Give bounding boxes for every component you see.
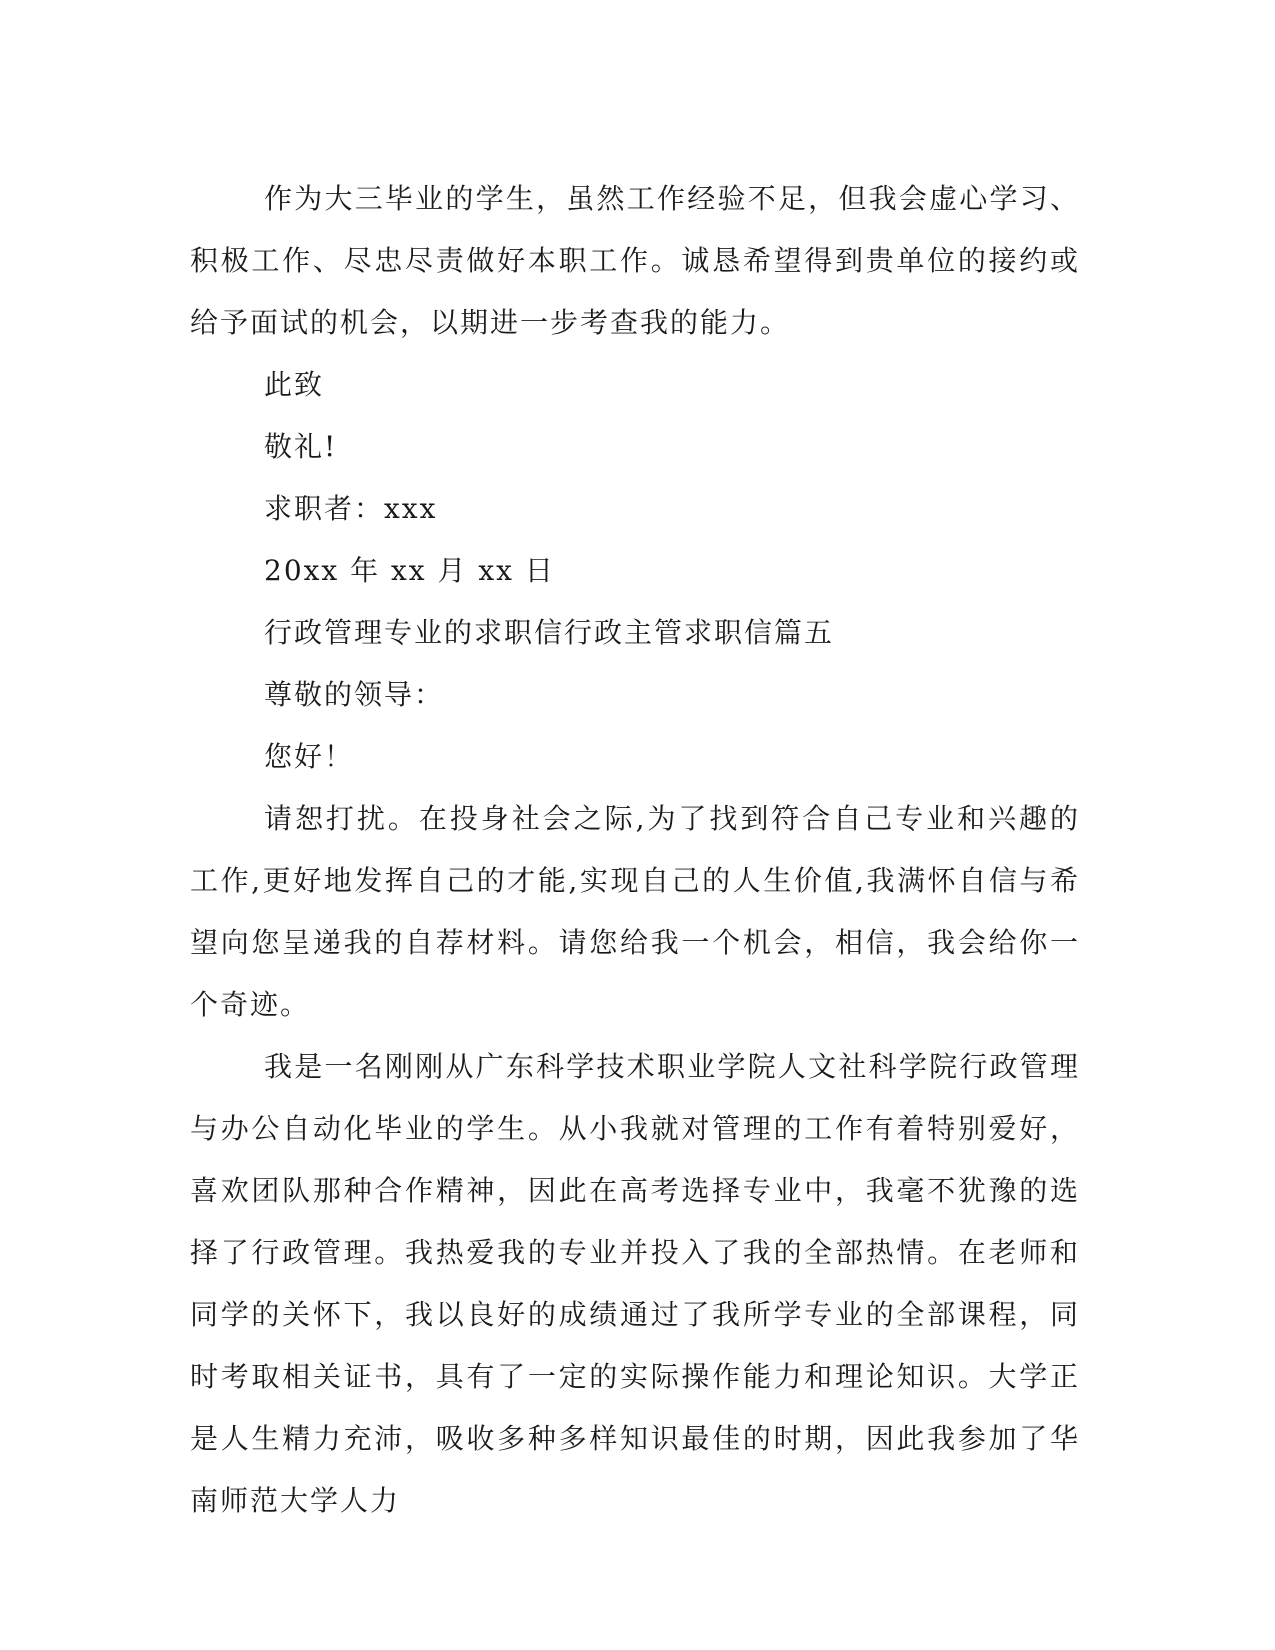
salutation-cizhi: 此致: [264, 368, 325, 401]
paragraph-closing-statement: 作为大三毕业的学生，虽然工作经验不足，但我会虚心学习、积极工作、尽忠尽责做好本职工作。诚恳希望得到贵单位的接约或给予面试的机会，以期进一步考查我的能力。: [190, 182, 1080, 339]
greeting-recipient: 尊敬的领导：: [264, 678, 445, 711]
paragraph-background: 我是一名刚刚从广东科学技术职业学院人文社科学院行政管理与办公自动化毕业的学生。从小我就对管理的工作有着特别爱好，喜欢团队那种合作精神，因此在高考选择专业中，我毫不犹豫的选择了行政管理。我热爱我的专业并投入了我的全部热情。在老师和同学的关怀下，我以良好的成绩通过了我所学专业的全部课程，同时考取相关证书，具有了一定的实际操作能力和理论知识。大学正是人生精力充沛，吸收多种多样知识最佳的时期，因此我参加了华南师范大学人力: [190, 1050, 1080, 1517]
document-body: [190, 168, 1080, 1532]
greeting-hello: 您好！: [264, 740, 355, 773]
applicant-name: 求职者：xxx: [264, 492, 438, 525]
salutation-jingli: 敬礼!: [264, 430, 338, 463]
paragraph-introduction: 请恕打扰。在投身社会之际,为了找到符合自己专业和兴趣的工作,更好地发挥自己的才能,实现自己的人生价值,我满怀自信与希望向您呈递我的自荐材料。请您给我一个机会，相信，我会给你一个奇迹。: [190, 802, 1080, 1021]
section-title: 行政管理专业的求职信行政主管求职信篇五: [264, 616, 835, 649]
letter-date: 20xx 年 xx 月 xx 日: [264, 554, 555, 587]
